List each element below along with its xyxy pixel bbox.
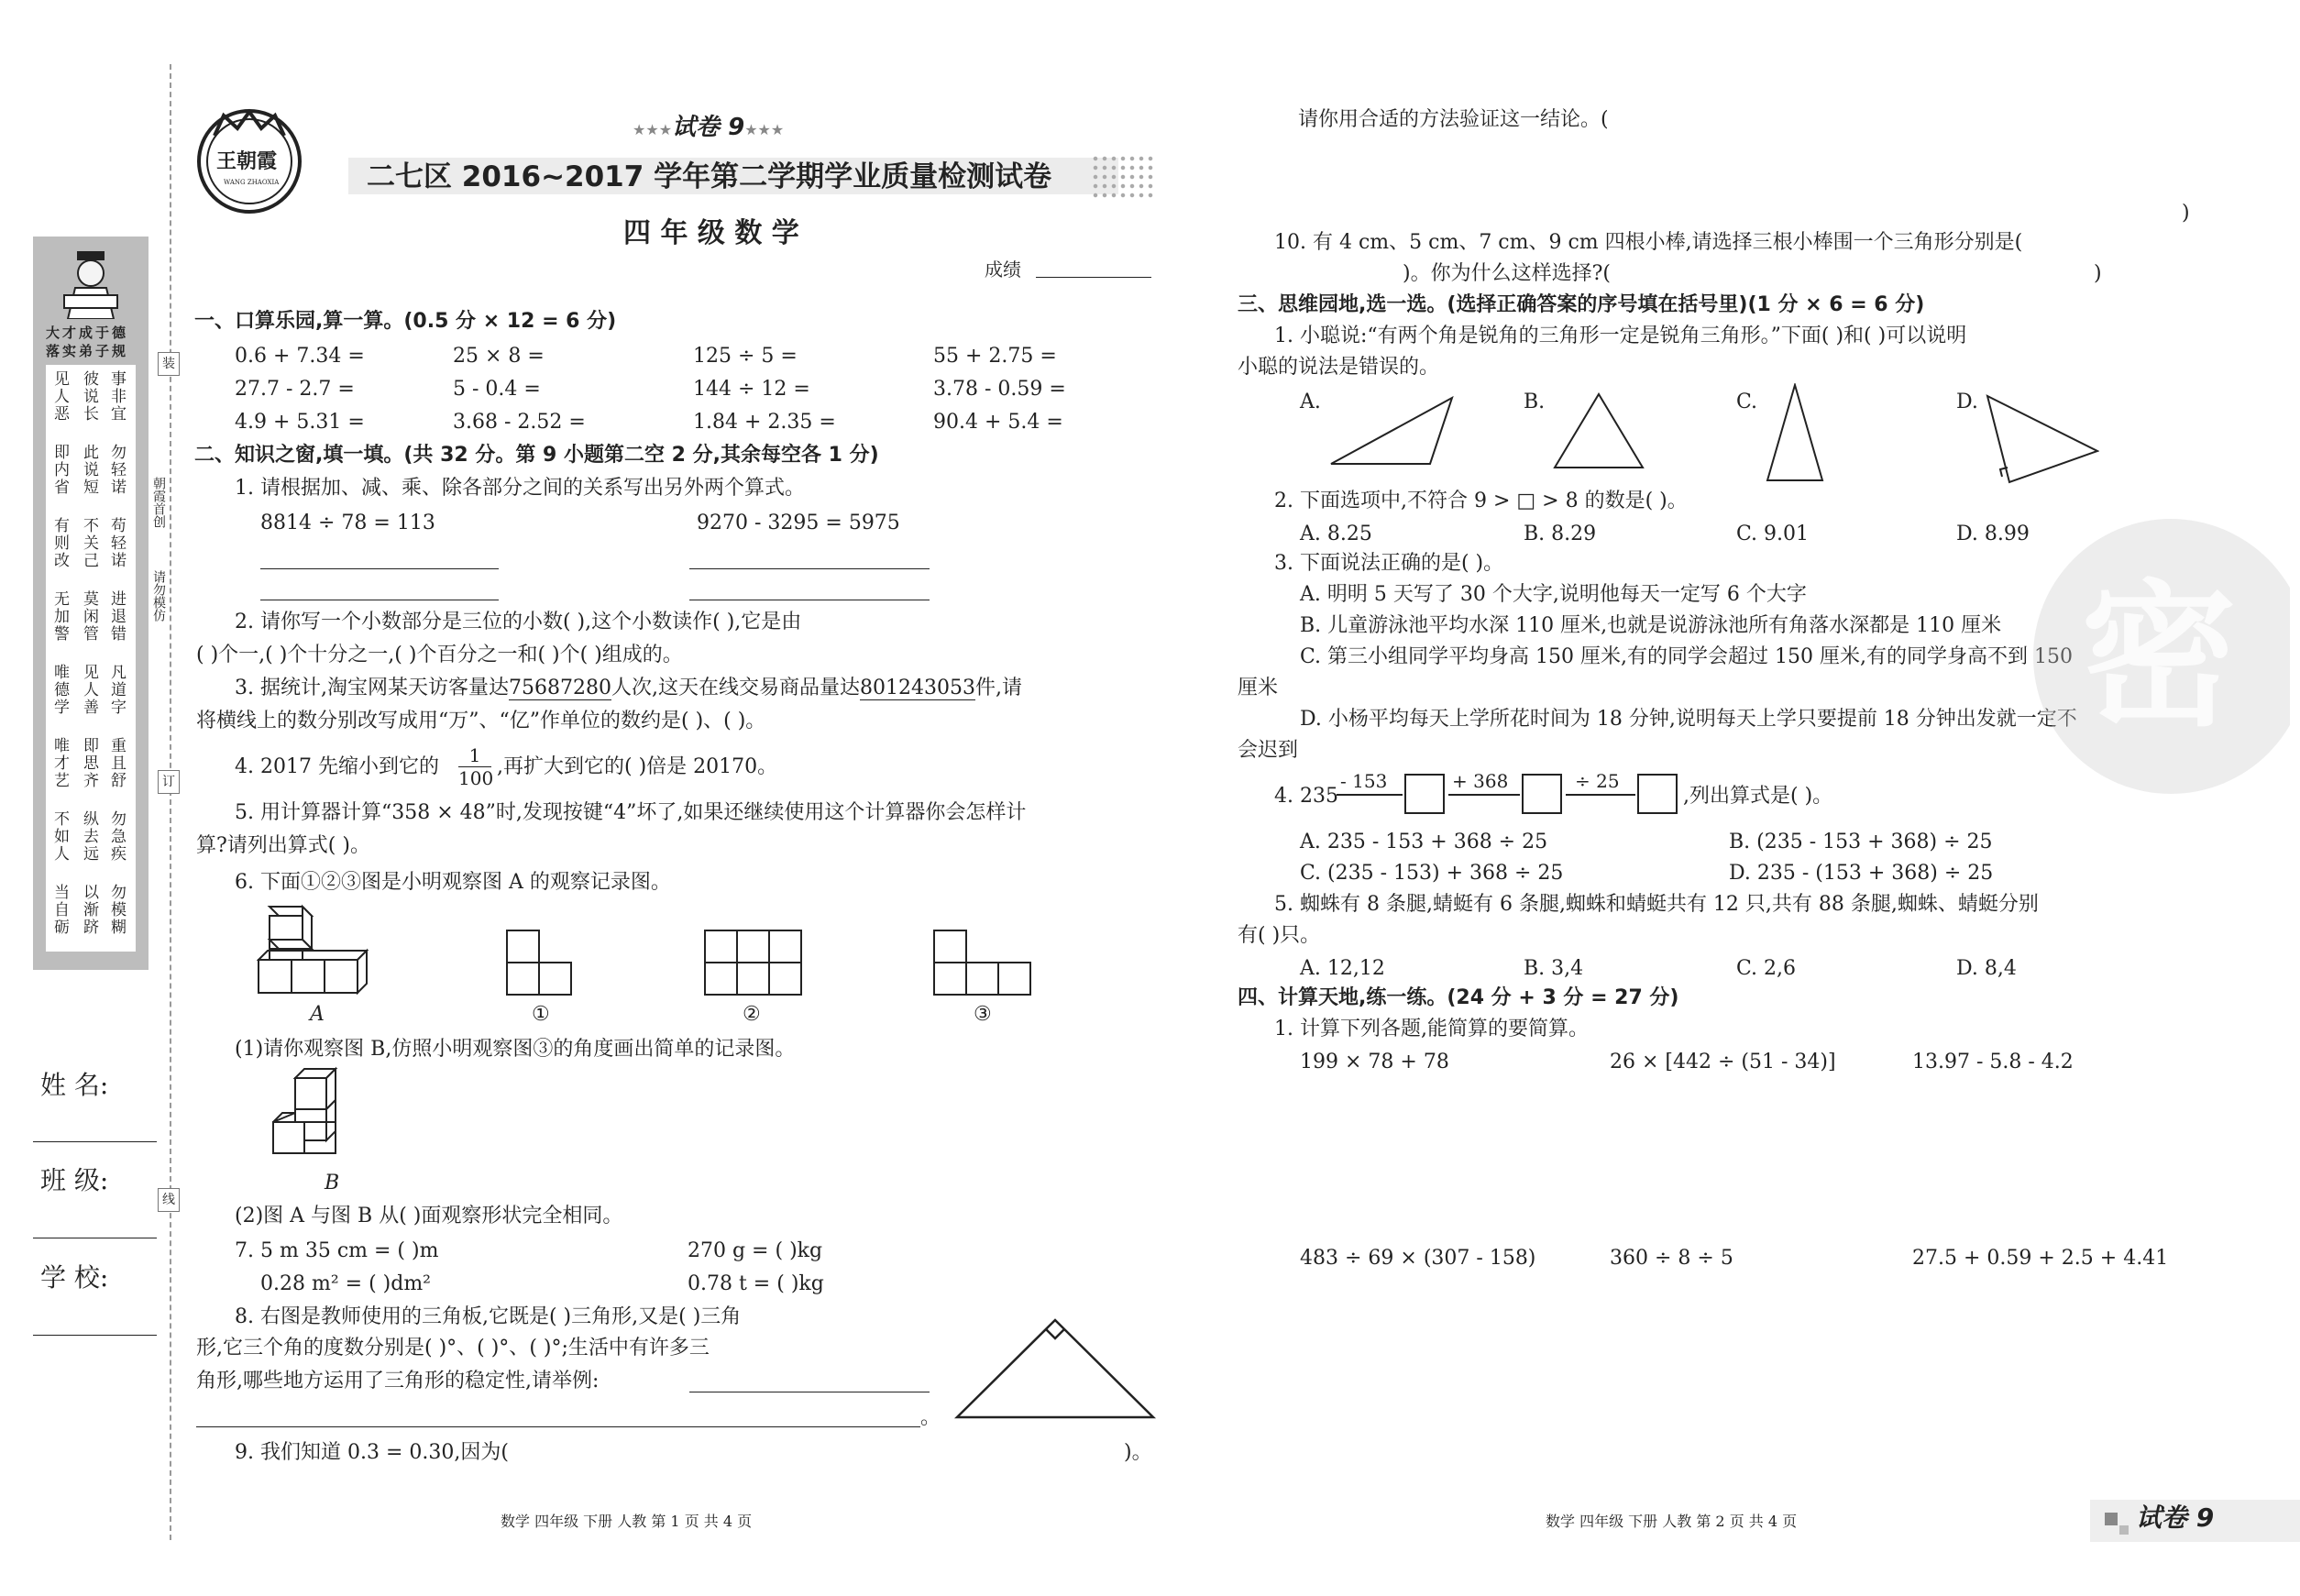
c1-text: 1. 计算下列各题,能简算的要简算。: [1274, 1018, 1589, 1040]
triangle-option-d: [1986, 394, 2099, 490]
binding-line: [170, 64, 171, 1540]
motto-line-2: 落实弟子规: [46, 343, 129, 359]
seal-character: 密: [2081, 567, 2238, 748]
r4-op-2: + 368: [1452, 770, 1509, 792]
star-decoration-icon: ★★★: [633, 121, 673, 138]
r1-line-1: 1. 小聪说:“有两个角是锐角的三角形一定是锐角三角形。”下面( )和( )可以说明: [1274, 325, 1967, 347]
section-4-title: 四、计算天地,练一练。(24 分 + 3 分 = 27 分): [1238, 986, 1679, 1009]
r5-option-b: B. 3,4: [1524, 957, 1584, 980]
view-figure-3: [933, 930, 1032, 999]
q4-line-a: 4. 2017 先缩小到它的: [235, 755, 439, 778]
r1-option-c: C.: [1736, 391, 1758, 413]
q1-answer-line[interactable]: [689, 568, 930, 569]
verse-column: 即思齐: [80, 737, 98, 789]
fraction-denominator: 100: [458, 767, 494, 789]
r5-option-c: C. 2,6: [1736, 957, 1797, 980]
q3-line-2: 将横线上的数分别改写成用“万”、“亿”作单位的数约是( )、( )。: [196, 710, 766, 732]
q7-c: 0.28 m² = ( )dm²: [260, 1272, 432, 1295]
r4-option-b: B. (235 - 153 + 368) ÷ 25: [1729, 831, 1993, 853]
view-figure-1: [506, 930, 572, 999]
r2-option-a: A. 8.25: [1300, 523, 1372, 545]
scholar-illustration: [59, 249, 123, 319]
q3-text-b: 人次,这天在线交易商品量达: [611, 677, 860, 699]
triangle-option-c: [1766, 383, 1824, 486]
q9-continuation-end: ): [2182, 202, 2190, 225]
calc-item-3: 13.97 - 5.8 - 4.2: [1912, 1051, 2074, 1073]
r3-option-c-2: 厘米: [1238, 677, 1279, 699]
star-decoration-icon: ★★★: [744, 121, 785, 138]
r1-option-b: B.: [1524, 391, 1546, 413]
mental-math-item: 55 + 2.75 =: [933, 345, 1057, 368]
q10-line-2: )。你为什么这样选择?(: [1403, 262, 1611, 285]
q3-number-2: 801243053: [859, 677, 975, 699]
triangle-option-b: [1553, 392, 1645, 473]
calc-item-6: 27.5 + 0.59 + 2.5 + 4.41: [1912, 1247, 2169, 1270]
fig-label-3: ③: [974, 1003, 992, 1026]
right-footer: 数学 四年级 下册 人教 第 2 页 共 4 页: [1546, 1513, 1798, 1530]
q9-end: )。: [1124, 1441, 1152, 1464]
r2-option-c: C. 9.01: [1736, 523, 1810, 545]
verse-column: 进退错: [107, 590, 126, 643]
verse-column: 有则改: [50, 517, 69, 569]
set-square-triangle: [953, 1316, 1157, 1425]
name-field[interactable]: [33, 1141, 157, 1142]
r1-option-d: D.: [1956, 391, 1978, 413]
mental-math-item: 125 ÷ 5 =: [693, 345, 798, 368]
r5-line-1: 5. 蜘蛛有 8 条腿,蜻蜓有 6 条腿,蜘蛛和蜻蜓共有 12 只,共有 88 条腿,蜘蛛、蜻蜓分别: [1274, 893, 2039, 916]
q7-a: 7. 5 m 35 cm = ( )m: [235, 1239, 439, 1262]
mental-math-item: 4.9 + 5.31 =: [235, 411, 365, 434]
verse-column: 苟轻诺: [107, 517, 126, 569]
school-field[interactable]: [33, 1335, 157, 1336]
left-footer: 数学 四年级 下册 人教 第 1 页 共 4 页: [501, 1513, 753, 1530]
fold-mark-2: [158, 770, 180, 794]
fig-label-2: ②: [743, 1003, 761, 1026]
score-field[interactable]: [1036, 277, 1151, 278]
score-label: 成绩: [985, 259, 1021, 281]
title-dots: [1091, 154, 1155, 198]
cube-figure-a: [257, 903, 376, 1002]
section-3-title: 三、思维园地,选一选。(选择正确答案的序号填在括号里)(1 分 × 6 = 6 分): [1238, 293, 1925, 316]
r5-option-d: D. 8,4: [1956, 957, 2017, 980]
corner-square: [2105, 1513, 2118, 1525]
section-2-title: 二、知识之窗,填一填。(共 32 分。第 9 小题第二空 2 分,其余每空各 1 分): [194, 444, 879, 467]
corner-square: [2119, 1525, 2129, 1535]
mental-math-item: 1.84 + 2.35 =: [693, 411, 836, 434]
verse-column: 事非宜: [107, 370, 126, 423]
q10-line-1: 10. 有 4 cm、5 cm、7 cm、9 cm 四根小棒,请选择三根小棒围一个三角形分别是(: [1274, 231, 2023, 254]
verse-column: 不如人: [50, 810, 69, 863]
q5-line-1: 5. 用计算器计算“358 × 48”时,发现按键“4”坏了,如果还继续使用这个计算器你会怎样计: [235, 801, 1027, 824]
fraction-numerator: 1: [458, 744, 491, 767]
section-1-title: 一、口算乐园,算一算。(0.5 分 × 12 = 6 分): [194, 310, 617, 333]
calc-item-1: 199 × 78 + 78: [1300, 1051, 1449, 1073]
q8-end: 。: [920, 1406, 941, 1429]
r4-op-1: - 153: [1340, 770, 1388, 792]
school-label: 学 校:: [40, 1262, 109, 1293]
q3-text-a: 3. 据统计,淘宝网某天访客量达: [235, 677, 509, 699]
verse-column: 勿模糊: [107, 884, 126, 936]
triangle-option-a: [1329, 396, 1454, 469]
verse-column: 重且舒: [107, 737, 126, 789]
calc-item-5: 360 ÷ 8 ÷ 5: [1610, 1247, 1733, 1270]
verse-column: 不关己: [80, 517, 98, 569]
verse-column: 勿轻诺: [107, 444, 126, 496]
q6-text: 6. 下面①②③图是小明观察图 A 的观察记录图。: [235, 871, 671, 894]
class-label: 班 级:: [40, 1165, 109, 1195]
q8-line-3: 角形,哪些地方运用了三角形的稳定性,请举例:: [196, 1370, 600, 1392]
r5-line-2: 有( )只。: [1238, 924, 1321, 947]
r2-option-b: B. 8.29: [1524, 523, 1597, 545]
q4-fraction: [458, 744, 494, 789]
q2-line-1: 2. 请你写一个小数部分是三位的小数( ),这个小数读作( ),它是由: [235, 611, 802, 633]
logo-text: 王朝霞: [216, 150, 278, 173]
r1-line-2: 小聪的说法是错误的。: [1238, 356, 1440, 379]
view-figure-2: [704, 930, 803, 999]
verse-column: 以渐跻: [80, 884, 98, 936]
r4-option-d: D. 235 - (153 + 368) ÷ 25: [1729, 862, 1994, 885]
r5-option-a: A. 12,12: [1300, 957, 1385, 980]
r3-text: 3. 下面说法正确的是( )。: [1274, 552, 1504, 575]
verse-column: 勿急疾: [107, 810, 126, 863]
verse-column: 莫闲管: [80, 590, 98, 643]
subject-title: 四 年 级 数 学: [623, 217, 799, 249]
verse-column: 唯才艺: [50, 737, 69, 789]
exam-title: 二七区 2016~2017 学年第二学期学业质量检测试卷: [367, 160, 1052, 193]
fold-mark-2-text: 订: [162, 775, 175, 789]
r4-op-3: ÷ 25: [1575, 770, 1620, 792]
r3-option-d-2: 会迟到: [1238, 739, 1299, 762]
r4-blank-box-3[interactable]: [1637, 774, 1678, 814]
q1-text: 1. 请根据加、减、乘、除各部分之间的关系写出另外两个算式。: [235, 477, 805, 500]
fold-mark-1-text: 装: [162, 357, 175, 371]
r3-option-a: A. 明明 5 天写了 30 个大字,说明他每天一定写 6 个大字: [1300, 583, 1807, 606]
q3-line-1: [235, 678, 1022, 699]
mental-math-item: 5 - 0.4 =: [453, 378, 541, 401]
mental-math-item: 3.68 - 2.52 =: [453, 411, 586, 434]
r2-text: 2. 下面选项中,不符合 9 > □ > 8 的数是( )。: [1274, 490, 1688, 512]
q7-b: 270 g = ( )kg: [688, 1239, 823, 1262]
corner-paper-tag: 试卷 9: [2136, 1502, 2215, 1533]
mental-math-item: 27.7 - 2.7 =: [235, 378, 355, 401]
r4-start: 4. 235: [1274, 785, 1338, 808]
copyright-notice-2: 请勿模仿: [151, 570, 166, 622]
q8-line-2: 形,它三个角的度数分别是( )°、( )°、( )°;生活中有许多三: [196, 1337, 710, 1359]
mental-math-item: 3.78 - 0.59 =: [933, 378, 1066, 401]
verse-column: 此说短: [80, 444, 98, 496]
fold-mark-3-text: 线: [162, 1193, 175, 1207]
q1-answer-line[interactable]: [260, 568, 499, 569]
q6-2-text: (2)图 A 与图 B 从( )面观察形状完全相同。: [235, 1205, 623, 1227]
verse-column: 彼说长: [80, 370, 98, 423]
verse-column: 纵去远: [80, 810, 98, 863]
verse-column: 见人恶: [50, 370, 69, 423]
fig-label-b: B: [325, 1172, 340, 1194]
q3-number-1: 75687280: [508, 677, 611, 699]
fig-label-a: A: [310, 1003, 325, 1026]
mental-math-item: 90.4 + 5.4 =: [933, 411, 1063, 434]
mental-math-item: 25 × 8 =: [453, 345, 545, 368]
q3-text-c: 件,请: [974, 677, 1022, 699]
q8-answer-line[interactable]: [196, 1426, 920, 1427]
verse-column: 当自砺: [50, 884, 69, 936]
r4-blank-box-2[interactable]: [1522, 774, 1562, 814]
r3-option-d-1: D. 小杨平均每天上学所花时间为 18 分钟,说明每天上学只要提前 18 分钟出发就一定不: [1300, 708, 2077, 731]
copyright-notice-1: 朝霞首创: [151, 477, 166, 528]
verse-column: 即内省: [50, 444, 69, 496]
verse-column: 凡道字: [107, 664, 126, 716]
fold-mark-3: [158, 1188, 180, 1212]
r4-option-c: C. (235 - 153) + 368 ÷ 25: [1300, 862, 1564, 885]
r4-blank-box-1[interactable]: [1404, 774, 1445, 814]
q7-d: 0.78 t = ( )kg: [688, 1272, 824, 1295]
q6-1-text: (1)请你观察图 B,仿照小明观察图③的角度画出简单的记录图。: [235, 1038, 796, 1061]
q1-equation-a: 8814 ÷ 78 = 113: [260, 512, 435, 534]
cube-figure-b: [271, 1065, 372, 1170]
q8-line-1: 8. 右图是教师使用的三角板,它既是( )三角形,又是( )三角: [235, 1305, 742, 1328]
motto-line-1: 大才成于德: [46, 325, 129, 341]
r3-option-b: B. 儿童游泳池平均水深 110 厘米,也就是说游泳池所有角落水深都是 110 厘米: [1300, 614, 2002, 637]
name-label: 姓 名:: [40, 1070, 109, 1100]
r1-option-a: A.: [1300, 391, 1321, 413]
verse-column: 唯德学: [50, 664, 69, 716]
paper-tag: [633, 116, 784, 139]
mental-math-item: 0.6 + 7.34 =: [235, 345, 365, 368]
r2-option-d: D. 8.99: [1956, 523, 2030, 545]
paper-tag-text: 试卷 9: [672, 114, 745, 141]
r3-option-c-1: C. 第三小组同学平均身高 150 厘米,有的同学会超过 150 厘米,有的同学身高不到 150: [1300, 645, 2073, 668]
calc-item-4: 483 ÷ 69 × (307 - 158): [1300, 1247, 1536, 1270]
q1-equation-b: 9270 - 3295 = 5975: [697, 512, 900, 534]
verse-column: 见人善: [80, 664, 98, 716]
fig-label-1: ①: [532, 1003, 550, 1026]
r4-option-a: A. 235 - 153 + 368 ÷ 25: [1300, 831, 1548, 853]
q4-line-b: ,再扩大到它的( )倍是 20170。: [497, 755, 778, 778]
calc-item-2: 26 × [442 ÷ (51 - 34)]: [1610, 1051, 1836, 1073]
q9-text: 9. 我们知道 0.3 = 0.30,因为(: [235, 1441, 509, 1464]
verse-column: 无加警: [50, 590, 69, 643]
q10-end: ): [2094, 262, 2102, 285]
r4-end: ,列出算式是( )。: [1683, 785, 1833, 808]
q9-continuation: 请你用合适的方法验证这一结论。(: [1298, 108, 1609, 131]
q2-line-2: ( )个一,( )个十分之一,( )个百分之一和( )个( )组成的。: [196, 644, 683, 666]
q5-line-2: 算?请列出算式( )。: [196, 834, 370, 857]
logo-subtext: WANG ZHAOXIA: [224, 179, 280, 186]
fold-mark-1: [158, 352, 180, 376]
mental-math-item: 144 ÷ 12 =: [693, 378, 810, 401]
